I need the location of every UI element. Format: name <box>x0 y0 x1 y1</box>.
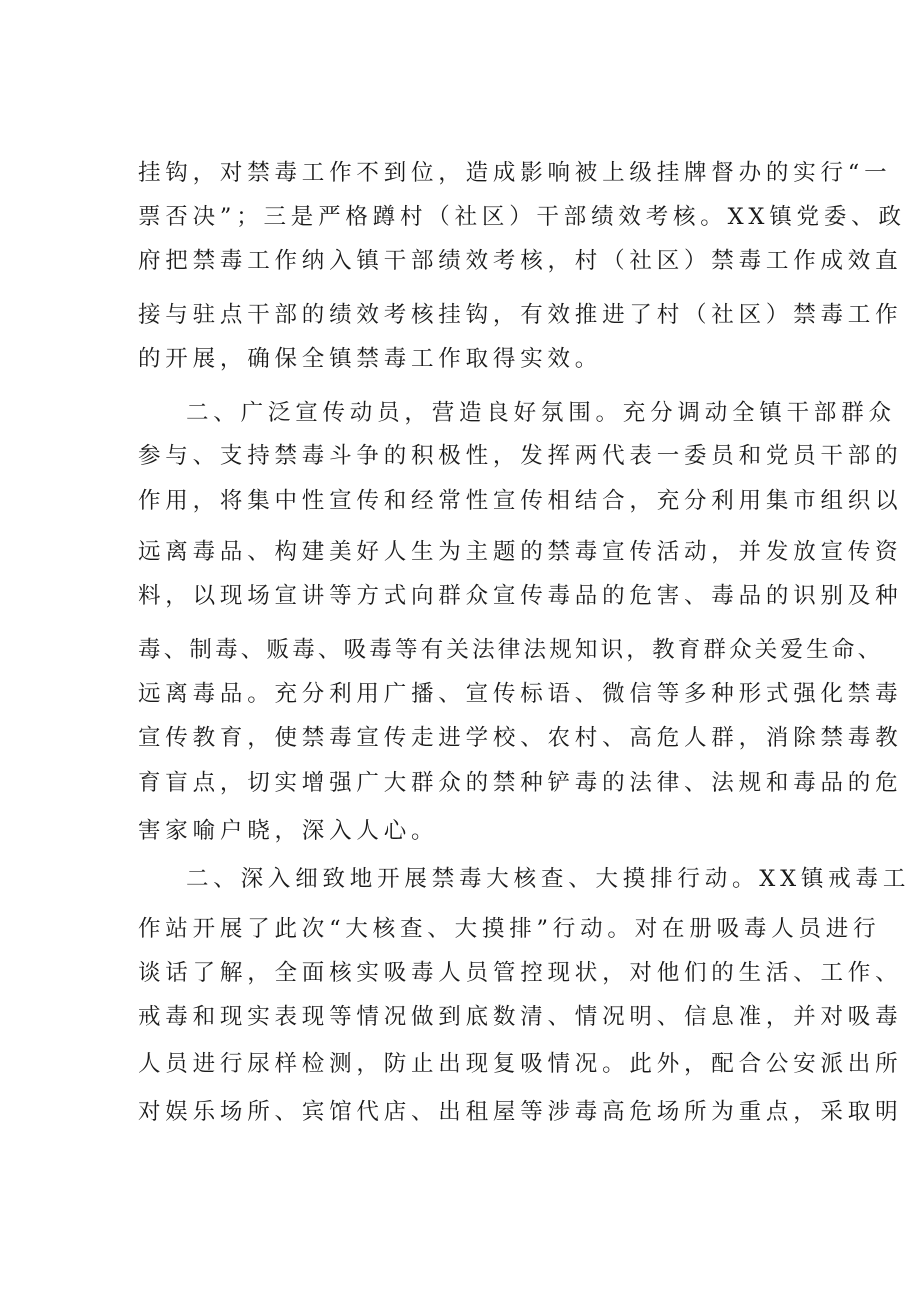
text-line: 远离毒品。充分利用广播、宣传标语、微信等多种形式强化禁毒 <box>138 681 903 707</box>
text-line: 戒毒和现实表现等情况做到底数清、情况明、信息准，并对吸毒 <box>138 1004 903 1030</box>
text-line: 接与驻点干部的绩效考核挂钩，有效推进了村（社区）禁毒工作 <box>138 302 903 328</box>
text-line: 毒、制毒、贩毒、吸毒等有关法律法规知识，教育群众关爱生命、 <box>138 637 884 663</box>
text-line: 宣传教育，使禁毒宣传走进学校、农村、高危人群，消除禁毒教 <box>138 725 903 751</box>
text-line: 远离毒品、构建美好人生为主题的禁毒宣传活动，并发放宣传资 <box>138 539 903 565</box>
text-line: 谈话了解，全面核实吸毒人员管控现状，对他们的生活、工作、 <box>138 960 903 986</box>
text-line: 人员进行尿样检测，防止出现复吸情况。此外，配合公安派出所 <box>138 1051 903 1077</box>
text-line: 料，以现场宣讲等方式向群众宣传毒品的危害、毒品的识别及种 <box>138 583 903 609</box>
text-line: 害家喻户晓，深入人心。 <box>138 818 439 844</box>
text-line: 对娱乐场所、宾馆代店、出租屋等涉毒高危场所为重点，采取明 <box>138 1099 903 1125</box>
text-line: 参与、支持禁毒斗争的积极性，发挥两代表一委员和党员干部的 <box>138 443 903 469</box>
text-line: 府把禁毒工作纳入镇干部绩效考核，村（社区）禁毒工作成效直 <box>138 248 903 274</box>
text-line: 票否决”；三是严格蹲村（社区）干部绩效考核。XX镇党委、政 <box>138 204 906 230</box>
text-line: 二、广泛宣传动员，营造良好氛围。充分调动全镇干部群众 <box>186 400 896 426</box>
text-line: 作站开展了此次“大核查、大摸排”行动。对在册吸毒人员进行 <box>138 916 881 942</box>
text-line: 挂钩，对禁毒工作不到位，造成影响被上级挂牌督办的实行“一 <box>138 160 892 186</box>
text-line: 作用，将集中性宣传和经常性宣传相结合，充分利用集市组织以 <box>138 488 903 514</box>
text-line: 育盲点，切实增强广大群众的禁种铲毒的法律、法规和毒品的危 <box>138 770 903 796</box>
text-line: 二、深入细致地开展禁毒大核查、大摸排行动。XX镇戒毒工 <box>186 866 911 892</box>
text-line: 的开展，确保全镇禁毒工作取得实效。 <box>138 346 603 372</box>
